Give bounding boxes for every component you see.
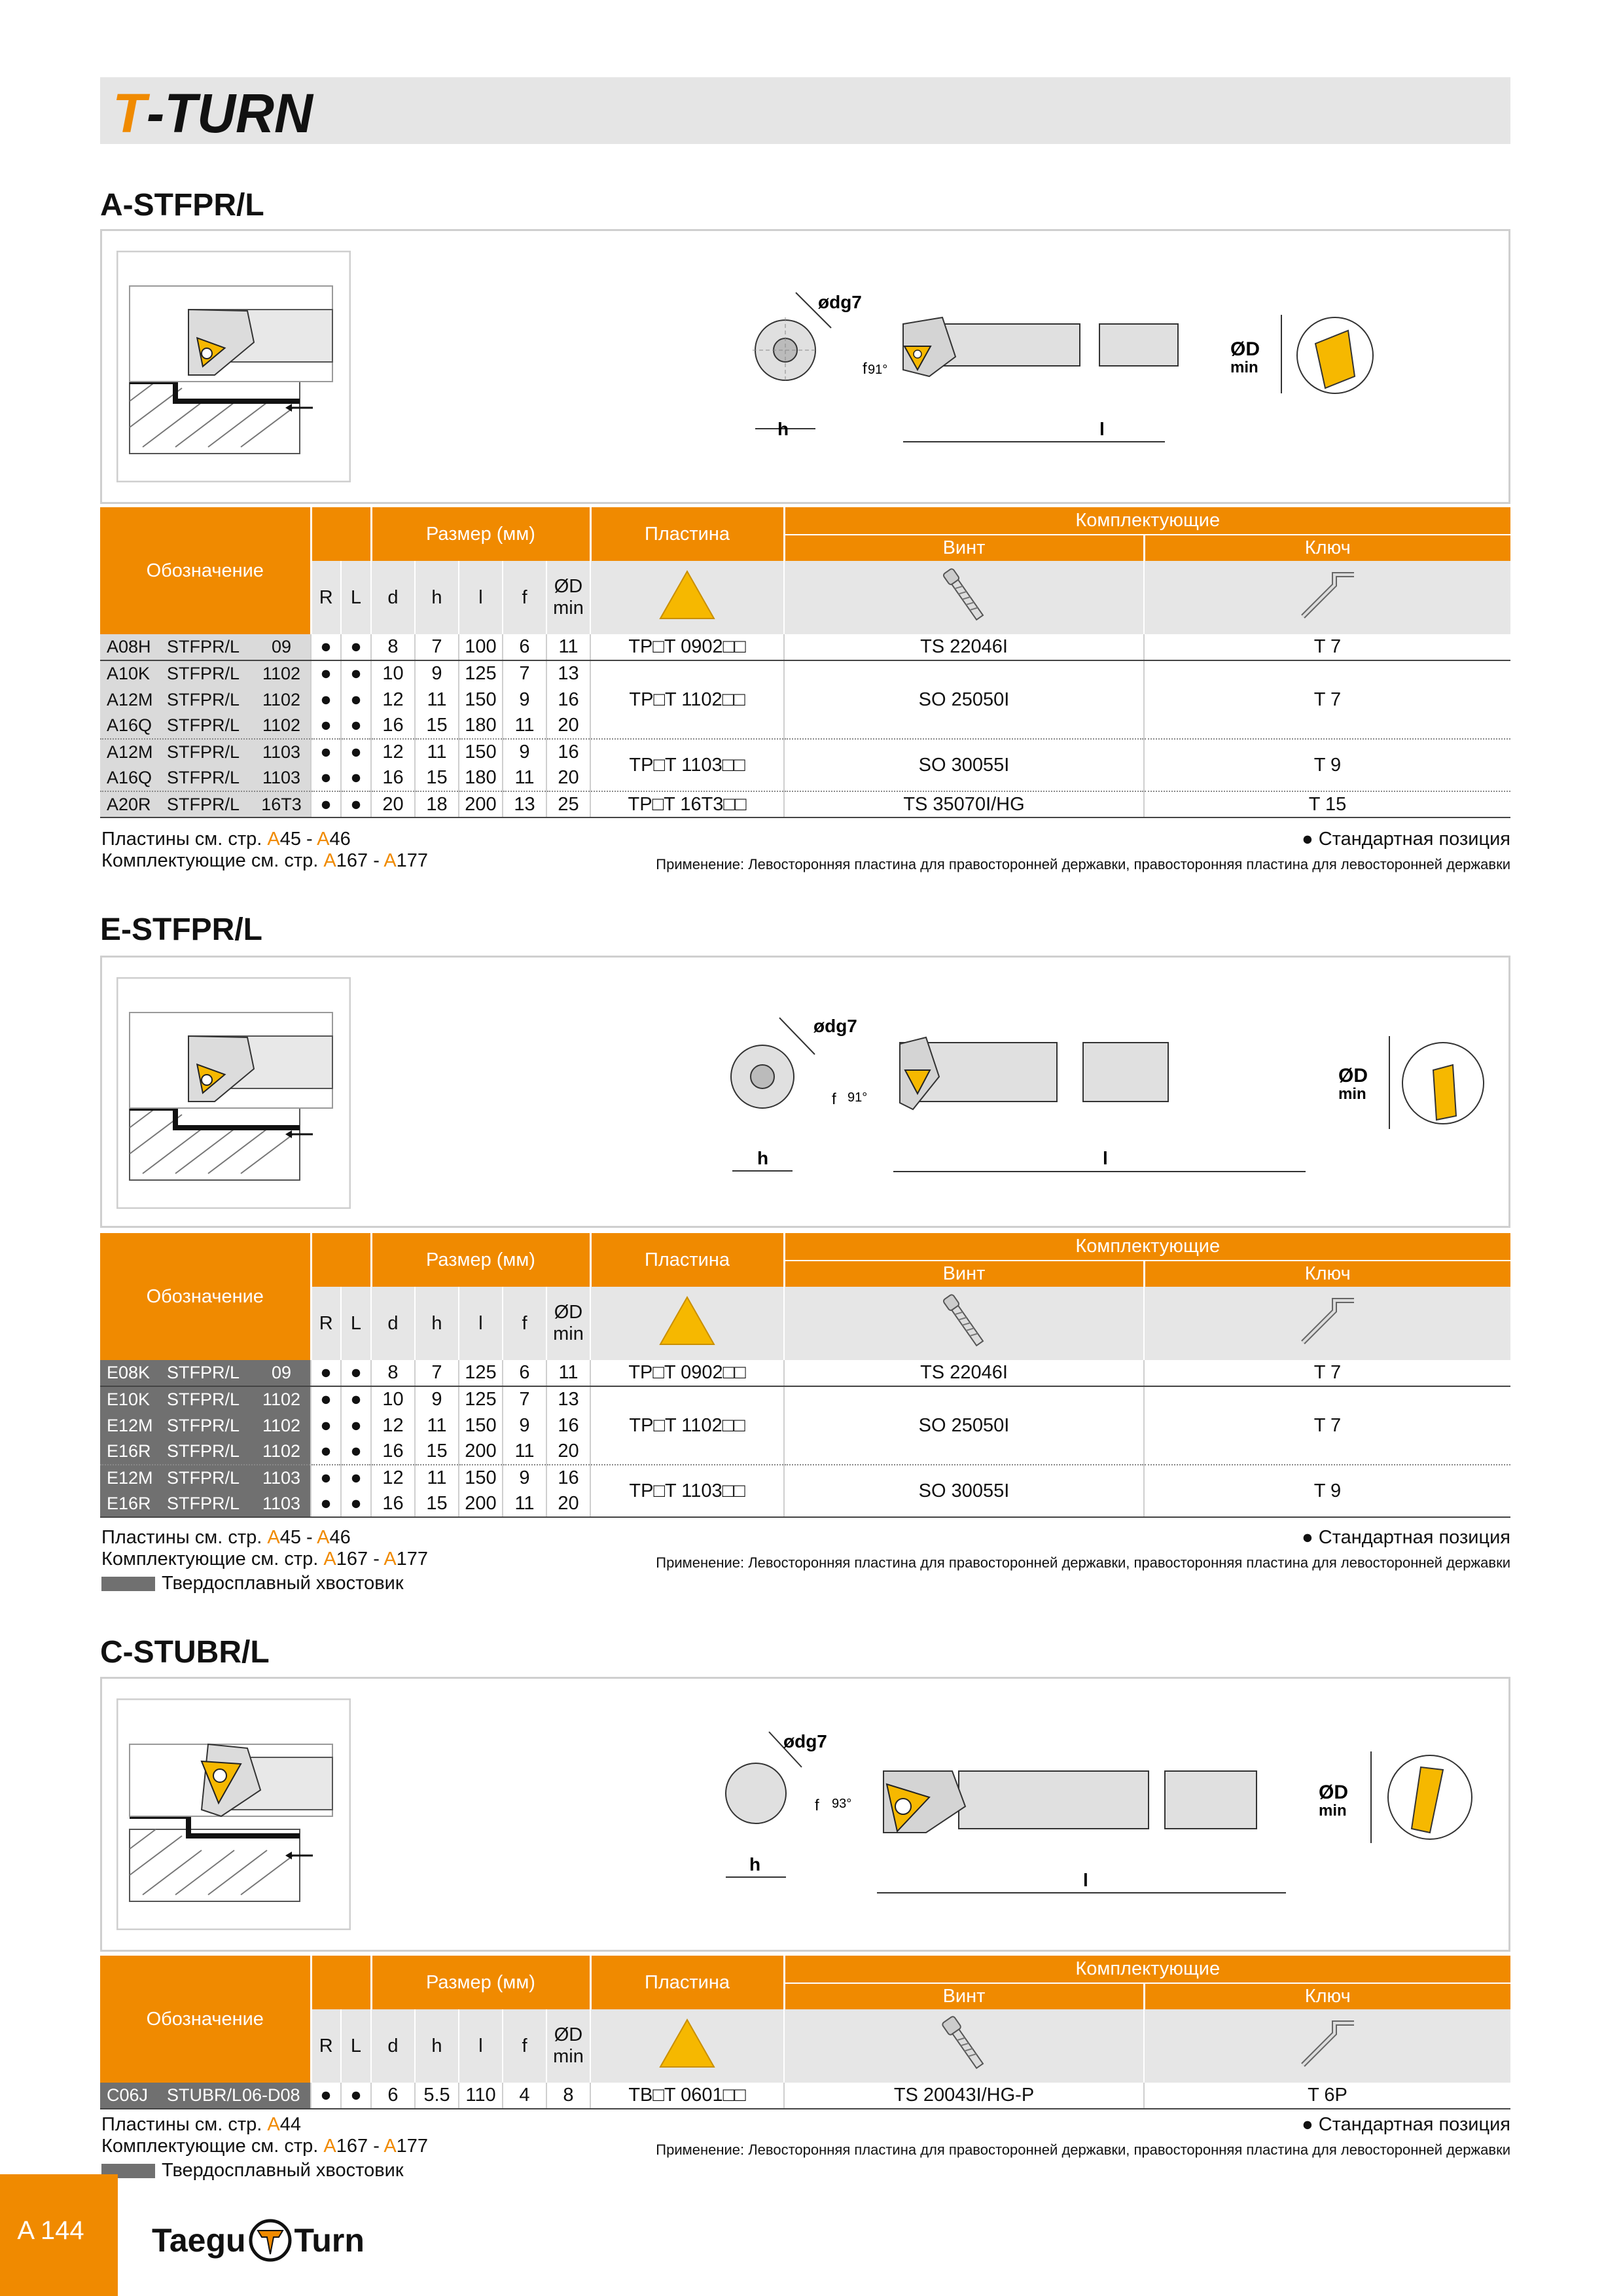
l-mark: ● <box>341 1465 371 1491</box>
inserts-ref: Пластины см. стр. A45 - A46 <box>101 829 351 850</box>
spec-table <box>100 507 1510 818</box>
machining-sketch <box>116 977 351 1209</box>
key-code: T 7 <box>1144 1386 1510 1465</box>
l-value: 110 <box>459 2083 503 2109</box>
D-value: 16 <box>546 1465 590 1491</box>
key-icon <box>1144 561 1510 634</box>
d-value: 12 <box>371 1412 415 1439</box>
col-R: R <box>311 561 341 634</box>
min-label: min <box>553 1323 584 1344</box>
taegu-emblem-icon <box>249 2219 292 2262</box>
f-value: 4 <box>503 2083 546 2109</box>
svg-text:ØD: ØD <box>1338 1065 1368 1086</box>
svg-text:min: min <box>1230 359 1258 376</box>
insert-code: TP□T 16T3□□ <box>590 791 784 817</box>
designation-header: Обозначение <box>100 1956 311 2083</box>
l-value: 100 <box>459 634 503 660</box>
l-mark: ● <box>341 713 371 739</box>
designation-cell: E12M STFPR/L 1103 <box>100 1465 311 1491</box>
h-value: 5.5 <box>415 2083 459 2109</box>
inserts-ref: Пластины см. стр. A44 <box>101 2114 301 2135</box>
col-l: l <box>459 561 503 634</box>
svg-text:ødg7: ødg7 <box>818 292 862 312</box>
screw-icon <box>784 1287 1144 1360</box>
col-L: L <box>341 561 371 634</box>
tool-dimension-drawing <box>733 278 1505 455</box>
designation-cell: A16Q STFPR/L 1103 <box>100 765 311 791</box>
h-value: 11 <box>415 739 459 765</box>
f-value: 9 <box>503 1412 546 1439</box>
l-value: 180 <box>459 713 503 739</box>
d-value: 6 <box>371 2083 415 2109</box>
tool-dimension-drawing <box>704 1721 1505 1905</box>
designation-header: Обозначение <box>100 507 311 634</box>
parts-ref: Комплектующие см. стр. A167 - A177 <box>101 850 429 871</box>
l-value: 125 <box>459 1360 503 1386</box>
col-R: R <box>311 1287 341 1360</box>
designation-cell: A16Q STFPR/L 1102 <box>100 713 311 739</box>
svg-text:T: T <box>113 82 147 141</box>
page-number: A 144 <box>17 2216 84 2245</box>
d-value: 12 <box>371 1465 415 1491</box>
standard-note: ● Стандартная позиция <box>1302 1527 1510 1548</box>
insert-code: TP□T 1102□□ <box>590 1386 784 1465</box>
col-L: L <box>341 1287 371 1360</box>
designation-cell: A12M STFPR/L 1103 <box>100 739 311 765</box>
screw-icon <box>784 561 1144 634</box>
r-mark: ● <box>311 791 341 817</box>
l-mark: ● <box>341 660 371 687</box>
min-label: min <box>553 598 584 619</box>
col-f: f <box>503 1287 546 1360</box>
l-value: 200 <box>459 1491 503 1517</box>
f-value: 7 <box>503 660 546 687</box>
f-value: 9 <box>503 687 546 713</box>
screw-icon <box>784 2009 1144 2083</box>
carbide-shank-legend: Твердосплавный хвостовик <box>101 1573 404 1594</box>
designation-cell: A20R STFPR/L 16T3 <box>100 791 311 817</box>
D-value: 11 <box>546 1360 590 1386</box>
r-mark: ● <box>311 1465 341 1491</box>
screw-code: TS 22046I <box>784 634 1144 660</box>
designation-cell: A10K STFPR/L 1102 <box>100 660 311 687</box>
insert-code: TP□T 0902□□ <box>590 634 784 660</box>
h-value: 18 <box>415 791 459 817</box>
screw-code: TS 22046I <box>784 1360 1144 1386</box>
size-header: Размер (мм) <box>371 507 590 561</box>
l-value: 200 <box>459 791 503 817</box>
r-mark: ● <box>311 2083 341 2109</box>
insert-code: TP□T 1102□□ <box>590 660 784 739</box>
l-mark: ● <box>341 765 371 791</box>
l-mark: ● <box>341 2083 371 2109</box>
svg-text:ødg7: ødg7 <box>783 1731 827 1751</box>
screw-code: SO 25050I <box>784 660 1144 739</box>
r-mark: ● <box>311 1360 341 1386</box>
D-value: 20 <box>546 713 590 739</box>
insert-header: Пластина <box>590 507 784 561</box>
hand-header <box>311 507 371 561</box>
h-value: 7 <box>415 634 459 660</box>
col-L: L <box>341 2009 371 2083</box>
l-mark: ● <box>341 1360 371 1386</box>
col-f: f <box>503 2009 546 2083</box>
machining-sketch <box>116 251 351 482</box>
svg-text:f: f <box>832 1090 836 1108</box>
insert-header: Пластина <box>590 1233 784 1287</box>
l-mark: ● <box>341 1491 371 1517</box>
col-h: h <box>415 2009 459 2083</box>
h-value: 11 <box>415 1412 459 1439</box>
h-value: 15 <box>415 765 459 791</box>
key-code: T 7 <box>1144 1360 1510 1386</box>
f-value: 11 <box>503 1491 546 1517</box>
svg-text:f: f <box>863 360 867 378</box>
D-value: 25 <box>546 791 590 817</box>
standard-note: ● Стандартная позиция <box>1302 829 1510 850</box>
designation-cell: E10K STFPR/L 1102 <box>100 1386 311 1412</box>
key-header: Ключ <box>1144 1983 1510 2009</box>
parts-ref: Комплектующие см. стр. A167 - A177 <box>101 1549 429 1570</box>
col-D <box>546 1287 590 1360</box>
hand-header <box>311 1956 371 2009</box>
l-value: 180 <box>459 765 503 791</box>
h-value: 9 <box>415 1386 459 1412</box>
r-mark: ● <box>311 1491 341 1517</box>
svg-text:l: l <box>1103 1148 1108 1168</box>
insert-triangle-icon <box>590 1287 784 1360</box>
svg-text:h: h <box>749 1854 761 1874</box>
key-code: T 6P <box>1144 2083 1510 2109</box>
col-f: f <box>503 561 546 634</box>
D-value: 20 <box>546 1491 590 1517</box>
f-value: 9 <box>503 739 546 765</box>
d-value: 16 <box>371 1491 415 1517</box>
D-value: 8 <box>546 2083 590 2109</box>
f-value: 11 <box>503 713 546 739</box>
d-value: 16 <box>371 1439 415 1465</box>
l-mark: ● <box>341 687 371 713</box>
f-value: 9 <box>503 1465 546 1491</box>
section-title: C-STUBR/L <box>100 1635 270 1670</box>
parts-ref: Комплектующие см. стр. A167 - A177 <box>101 2136 429 2157</box>
designation-cell: E16R STFPR/L 1103 <box>100 1491 311 1517</box>
svg-text:min: min <box>1338 1085 1366 1103</box>
od-label: ØD <box>554 2024 583 2045</box>
h-value: 15 <box>415 1439 459 1465</box>
r-mark: ● <box>311 1386 341 1412</box>
application-note: Применение: Левосторонняя пластина для правосторонней державки, правосторонняя пластина для левосторонней державки <box>656 2142 1510 2158</box>
col-R: R <box>311 2009 341 2083</box>
D-value: 16 <box>546 739 590 765</box>
D-value: 13 <box>546 660 590 687</box>
l-mark: ● <box>341 634 371 660</box>
insert-code: TP□T 1103□□ <box>590 1465 784 1517</box>
col-D <box>546 561 590 634</box>
tool-dimension-drawing <box>717 1005 1505 1188</box>
svg-text:ØD: ØD <box>1230 338 1260 360</box>
key-code: T 7 <box>1144 634 1510 660</box>
r-mark: ● <box>311 739 341 765</box>
key-code: T 9 <box>1144 739 1510 791</box>
h-value: 11 <box>415 1465 459 1491</box>
od-label: ØD <box>554 576 583 597</box>
l-value: 125 <box>459 1386 503 1412</box>
svg-text:h: h <box>757 1148 769 1168</box>
svg-text:f: f <box>815 1797 819 1814</box>
screw-header: Винт <box>784 1261 1144 1287</box>
col-h: h <box>415 561 459 634</box>
key-code: T 9 <box>1144 1465 1510 1517</box>
designation-header: Обозначение <box>100 1233 311 1360</box>
insert-triangle-icon <box>590 561 784 634</box>
svg-text:91°: 91° <box>868 363 888 377</box>
svg-text:-TURN: -TURN <box>147 82 315 141</box>
svg-text:h: h <box>777 419 789 439</box>
screw-code: TS 35070I/HG <box>784 791 1144 817</box>
col-D <box>546 2009 590 2083</box>
screw-code: SO 30055I <box>784 739 1144 791</box>
l-mark: ● <box>341 739 371 765</box>
inserts-ref: Пластины см. стр. A45 - A46 <box>101 1527 351 1548</box>
application-note: Применение: Левосторонняя пластина для правосторонней державки, правосторонняя пластина для левосторонней державки <box>656 856 1510 872</box>
l-mark: ● <box>341 791 371 817</box>
l-value: 150 <box>459 1465 503 1491</box>
key-header: Ключ <box>1144 535 1510 561</box>
footer-logo-left: Taegu <box>152 2222 246 2259</box>
parts-header: Комплектующие <box>784 1956 1510 1983</box>
designation-cell: E12M STFPR/L 1102 <box>100 1412 311 1439</box>
svg-text:l: l <box>1099 419 1105 439</box>
f-value: 6 <box>503 1360 546 1386</box>
h-value: 7 <box>415 1360 459 1386</box>
svg-text:91°: 91° <box>847 1090 868 1105</box>
size-header: Размер (мм) <box>371 1956 590 2009</box>
insert-code: TB□T 0601□□ <box>590 2083 784 2109</box>
min-label: min <box>553 2046 584 2067</box>
od-label: ØD <box>554 1302 583 1323</box>
f-value: 11 <box>503 1439 546 1465</box>
col-d: d <box>371 2009 415 2083</box>
d-value: 16 <box>371 713 415 739</box>
D-value: 16 <box>546 687 590 713</box>
screw-code: SO 30055I <box>784 1465 1144 1517</box>
l-mark: ● <box>341 1386 371 1412</box>
col-d: d <box>371 561 415 634</box>
designation-cell: E08K STFPR/L 09 <box>100 1360 311 1386</box>
footer-logo <box>152 2217 365 2263</box>
r-mark: ● <box>311 687 341 713</box>
D-value: 20 <box>546 1439 590 1465</box>
col-h: h <box>415 1287 459 1360</box>
f-value: 7 <box>503 1386 546 1412</box>
application-note: Применение: Левосторонняя пластина для правосторонней державки, правосторонняя пластина для левосторонней державки <box>656 1554 1510 1571</box>
svg-text:min: min <box>1319 1802 1347 1820</box>
t-turn-logo <box>110 82 326 141</box>
section-title: E-STFPR/L <box>100 912 262 947</box>
l-value: 150 <box>459 1412 503 1439</box>
l-mark: ● <box>341 1412 371 1439</box>
f-value: 11 <box>503 765 546 791</box>
carbide-shank-legend: Твердосплавный хвостовик <box>101 2160 404 2181</box>
d-value: 10 <box>371 660 415 687</box>
l-value: 125 <box>459 660 503 687</box>
insert-code: TP□T 1103□□ <box>590 739 784 791</box>
screw-header: Винт <box>784 1983 1144 2009</box>
designation-cell: E16R STFPR/L 1102 <box>100 1439 311 1465</box>
col-l: l <box>459 2009 503 2083</box>
parts-header: Комплектующие <box>784 1233 1510 1261</box>
d-value: 16 <box>371 765 415 791</box>
D-value: 13 <box>546 1386 590 1412</box>
f-value: 6 <box>503 634 546 660</box>
footer-logo-right: Turn <box>294 2222 365 2259</box>
designation-cell: A12M STFPR/L 1102 <box>100 687 311 713</box>
D-value: 11 <box>546 634 590 660</box>
h-value: 15 <box>415 1491 459 1517</box>
screw-code: SO 25050I <box>784 1386 1144 1465</box>
l-value: 150 <box>459 739 503 765</box>
col-d: d <box>371 1287 415 1360</box>
h-value: 9 <box>415 660 459 687</box>
parts-header: Комплектующие <box>784 507 1510 535</box>
section-title: A-STFPR/L <box>100 188 264 223</box>
r-mark: ● <box>311 1412 341 1439</box>
h-value: 15 <box>415 713 459 739</box>
d-value: 8 <box>371 634 415 660</box>
carbide-swatch <box>101 1577 155 1591</box>
svg-text:ØD: ØD <box>1319 1782 1348 1803</box>
f-value: 13 <box>503 791 546 817</box>
r-mark: ● <box>311 1439 341 1465</box>
designation-cell: C06J STUBR/L06-D08 <box>100 2083 311 2109</box>
l-value: 200 <box>459 1439 503 1465</box>
key-header: Ключ <box>1144 1261 1510 1287</box>
key-code: T 15 <box>1144 791 1510 817</box>
insert-code: TP□T 0902□□ <box>590 1360 784 1386</box>
d-value: 8 <box>371 1360 415 1386</box>
l-mark: ● <box>341 1439 371 1465</box>
h-value: 11 <box>415 687 459 713</box>
insert-header: Пластина <box>590 1956 784 2009</box>
svg-text:93°: 93° <box>832 1797 852 1811</box>
l-value: 150 <box>459 687 503 713</box>
standard-note: ● Стандартная позиция <box>1302 2114 1510 2135</box>
screw-header: Винт <box>784 535 1144 561</box>
D-value: 20 <box>546 765 590 791</box>
r-mark: ● <box>311 713 341 739</box>
d-value: 10 <box>371 1386 415 1412</box>
d-value: 20 <box>371 791 415 817</box>
col-l: l <box>459 1287 503 1360</box>
svg-text:ødg7: ødg7 <box>813 1016 857 1036</box>
size-header: Размер (мм) <box>371 1233 590 1287</box>
r-mark: ● <box>311 765 341 791</box>
d-value: 12 <box>371 687 415 713</box>
svg-text:l: l <box>1083 1870 1088 1890</box>
spec-table <box>100 1233 1510 1518</box>
r-mark: ● <box>311 660 341 687</box>
machining-sketch <box>116 1698 351 1930</box>
designation-cell: A08H STFPR/L 09 <box>100 634 311 660</box>
screw-code: TS 20043I/HG-P <box>784 2083 1144 2109</box>
D-value: 16 <box>546 1412 590 1439</box>
r-mark: ● <box>311 634 341 660</box>
spec-table <box>100 1956 1510 2109</box>
key-icon <box>1144 1287 1510 1360</box>
insert-triangle-icon <box>590 2009 784 2083</box>
hand-header <box>311 1233 371 1287</box>
key-icon <box>1144 2009 1510 2083</box>
key-code: T 7 <box>1144 660 1510 739</box>
d-value: 12 <box>371 739 415 765</box>
